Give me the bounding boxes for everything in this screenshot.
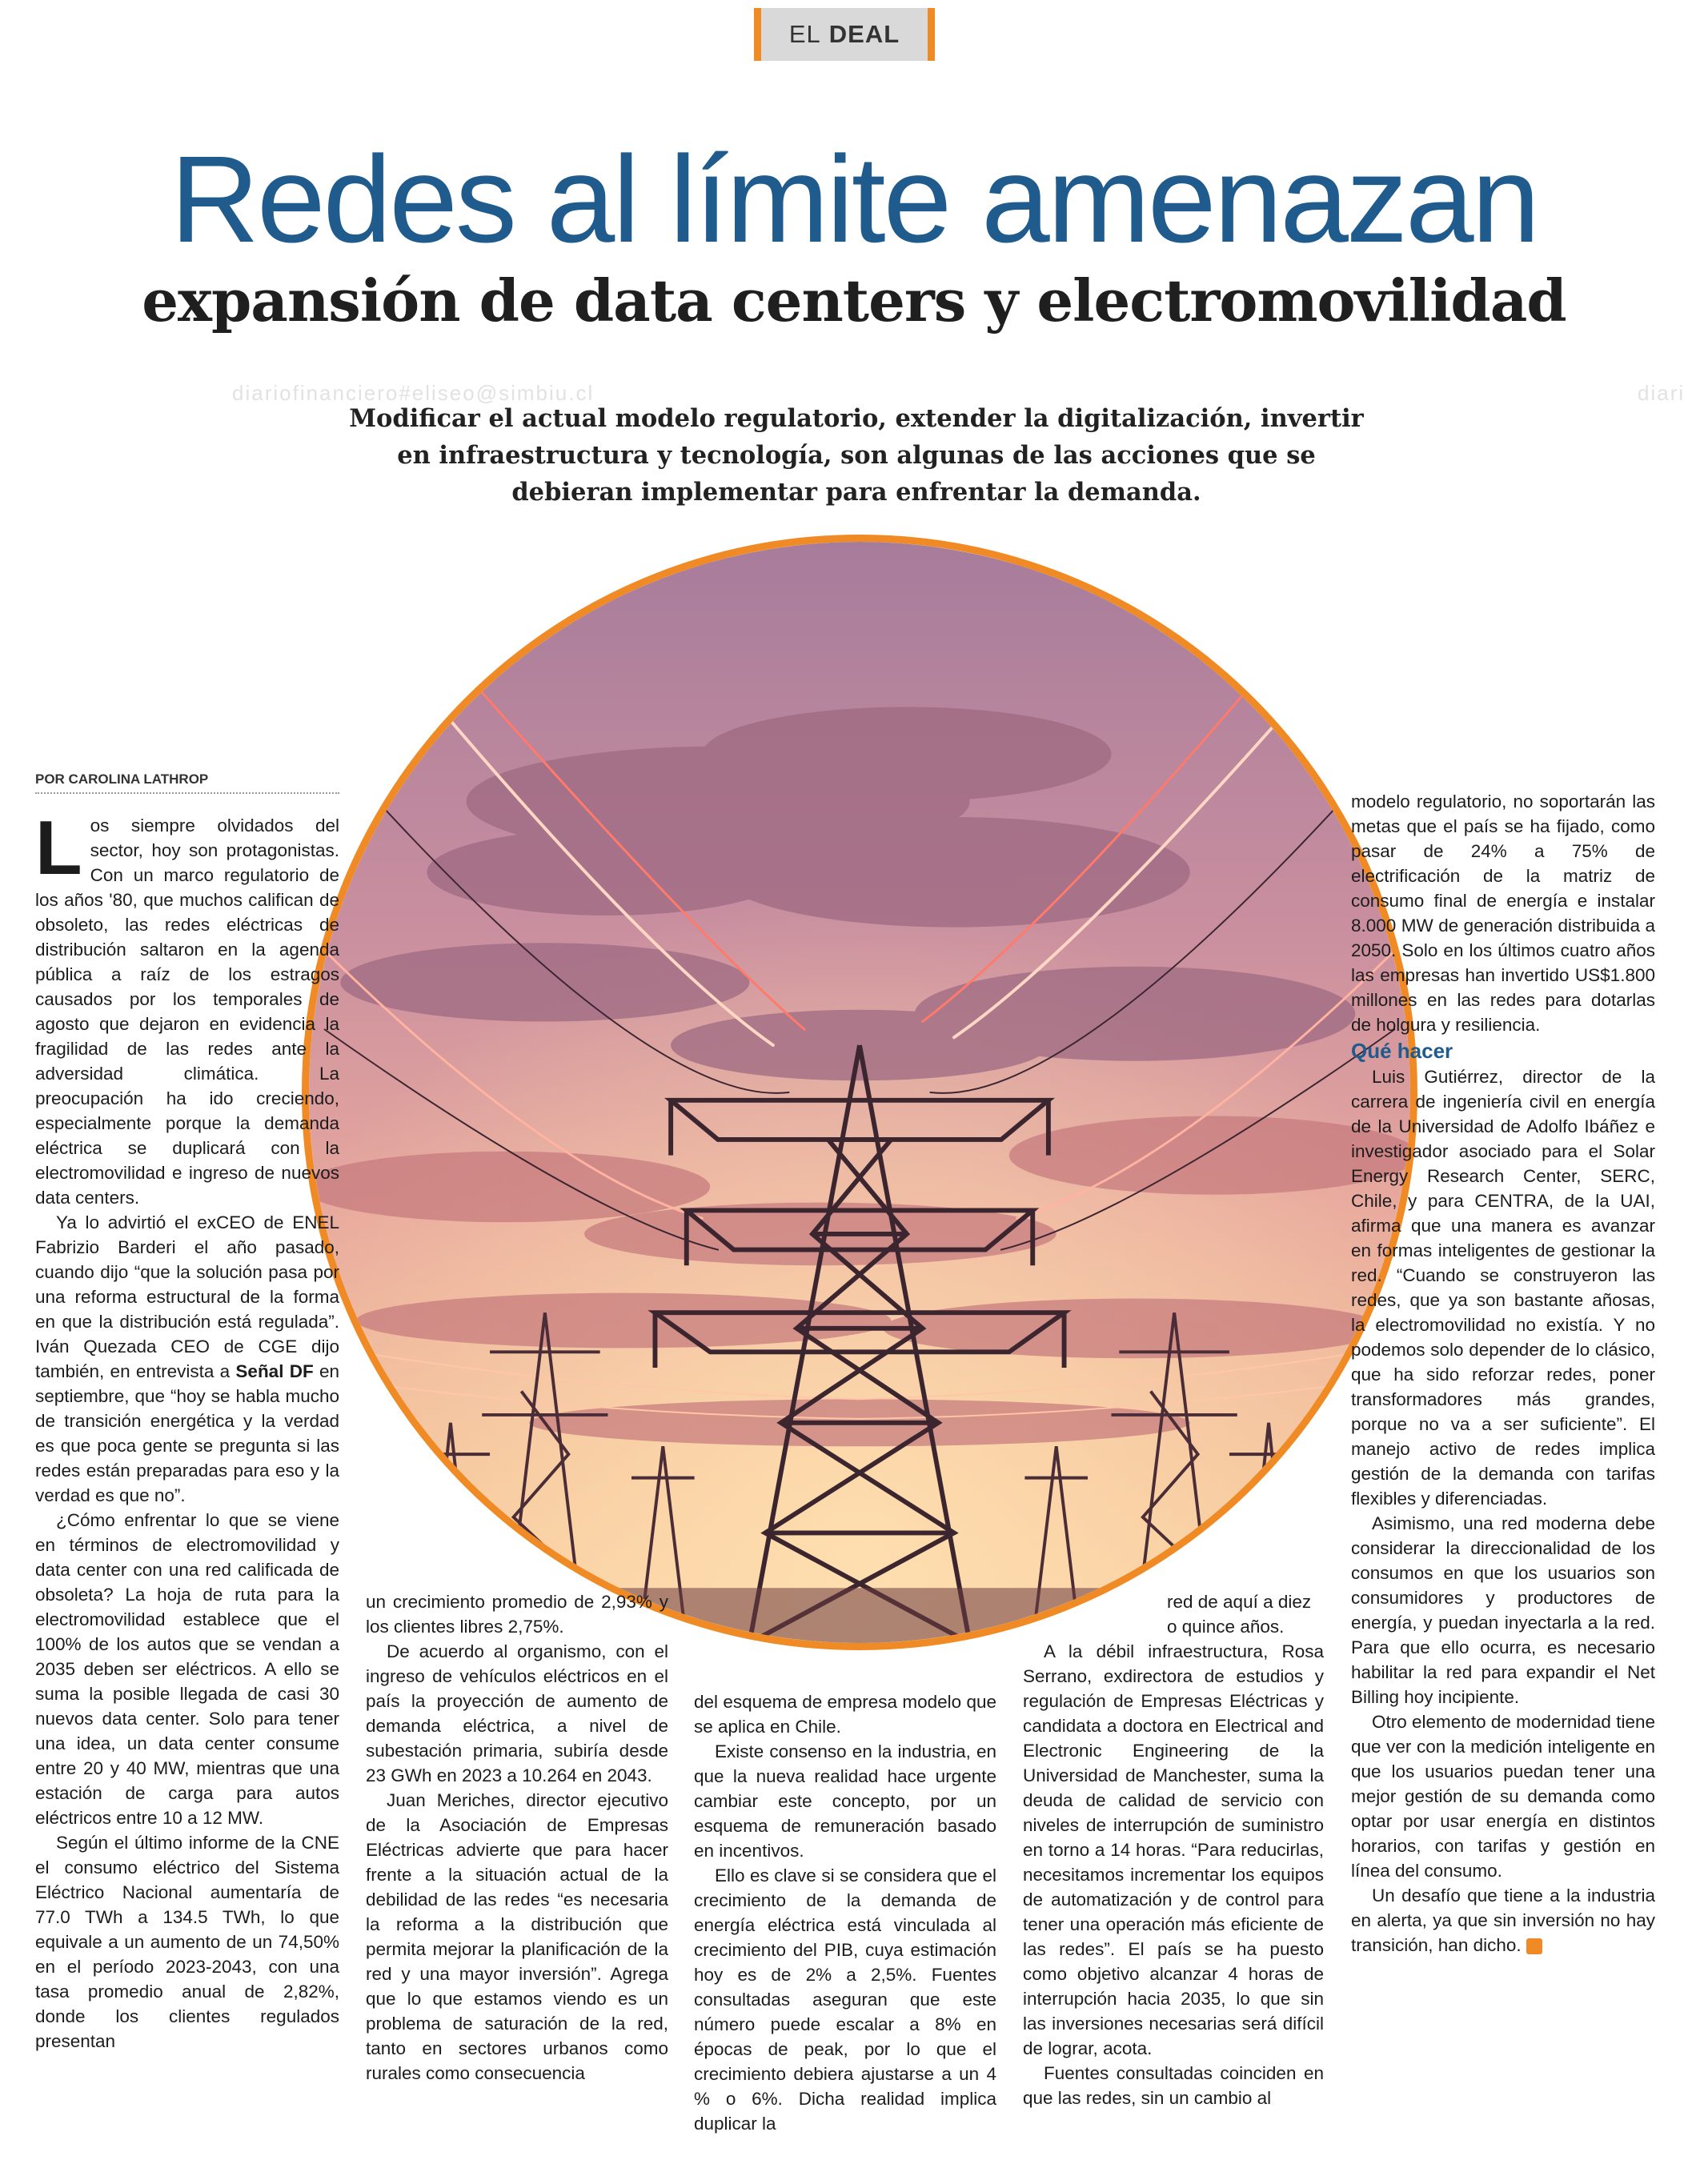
byline: POR CAROLINA LATHROP (35, 771, 339, 794)
paragraph: modelo regulatorio, no soportarán las metas que el país se ha fijado, como pasar de 24% a 75% de electrificación de la matriz de consumo final de energía e instalar 8.000 MW de generación distribuida a 2050. Solo en los últimos cuatro años las empresas han invertido US$1.800 millones en las redes para dotarlas de holgura y resiliencia. (1351, 791, 1655, 1035)
paragraph: Ello es clave si se considera que el crecimiento de la demanda de energía eléctrica está vinculada al crecimiento del PIB, cuya estimación hoy es de 2% a 2,5%. Fuentes consultadas aseguran que este número puede escalar a 8% en épocas de peak, por lo que el crecimiento debiera ajustarse a un 4 % o 6%. Dicha realidad implica duplicar la (694, 1865, 996, 2134)
transmission-towers-photo (302, 535, 1417, 1650)
paragraph (35, 805, 339, 1210)
section-name: DEAL (828, 20, 900, 48)
paragraph (35, 1210, 339, 1508)
paragraph: De acuerdo al organismo, con el ingreso de vehículos eléctricos en el país la proyección de aumento de demanda eléctrica, a nivel de subestación primaria, subiría desde 23 GWh en 2023 a 10.264 en 2043. (366, 1641, 668, 1785)
brand-mention: Señal DF (235, 1361, 314, 1381)
paragraph-text: en septiembre, que “hoy se habla mucho de transición energética y la verdad es que poca gente se pregunta si las redes están preparadas para eso y la verdad es que no”. (35, 1361, 339, 1505)
paragraph: Fuentes consultadas coinciden en que las redes, sin un cambio al (1023, 2063, 1324, 2108)
subheadline: expansión de data centers y electromovilidad (142, 266, 1566, 335)
article-column-2 (366, 1589, 668, 2086)
drop-cap: L (35, 805, 82, 891)
paragraph: ¿Cómo enfrentar lo que se viene en términos de electromovilidad y data center con una red calificada de obsoleta? La hoja de ruta para la electromovilidad establece que el 100% de los autos que se vendan a 2035 deben ser eléctricos. A ello se suma la posible llegada de casi 30 nuevos data center. Solo para tener una idea, un data center consume entre 20 y 40 MW, mientras que una estación de carga para autos eléctricos entre 10 a 12 MW. (35, 1510, 339, 1828)
photo-illustration (309, 542, 1410, 1643)
article-column-3 (694, 1689, 996, 2136)
paragraph: red de aquí a diez o quince años. (1167, 1592, 1312, 1637)
paragraph-text: Un desafío que tiene a la industria en alerta, ya que sin inversión no hay transición, han dicho. (1351, 1885, 1655, 1955)
paragraph-text: os siempre olvidados del sector, hoy son protagonistas. Con un marco regulatorio de los años '80, que muchos califican de obsoleto, las redes eléctricas de distribución saltaron en la agenda pública a raíz de los estragos causados por los temporales de agosto que dejaron en evidencia la fragilidad de las redes ante la adversidad climática. La preocupación ha ido creciendo, especialmente porque la demanda eléctrica se duplicará con la electromovilidad e ingreso de nuevos data centers. (35, 816, 339, 1208)
paragraph: del esquema de empresa modelo que se aplica en Chile. (694, 1692, 996, 1737)
section-prefix: EL (788, 20, 821, 48)
paragraph: un crecimiento promedio de 2,93% y los clientes libres 2,75%. (366, 1592, 668, 1637)
watermark: diariofinanciero#eliseo@simbiu.cl (232, 381, 595, 405)
end-mark-icon: S (1526, 1938, 1542, 1954)
paragraph: Según el último informe de la CNE el consumo eléctrico del Sistema Eléctrico Nacional aumentaría de 77.0 TWh a 134.5 TWh, lo que equivale a un aumento de un 74,50% en el período 2023-2043, con una tasa promedio anual de 2,82%, donde los clientes regulados presentan (35, 1833, 339, 2051)
paragraph: Existe consenso en la industria, en que la nueva realidad hace urgente cambiar este concepto, por un esquema de remuneración basado en incentivos. (694, 1741, 996, 1861)
paragraph: Otro elemento de modernidad tiene que ver con la medición inteligente en que los usuarios puedan tener una mejor gestión de su demanda como optar por usar energía en distintos horarios, con tarifas y gestión en línea del consumo. (1351, 1712, 1655, 1881)
paragraph-text: Ya lo advirtió el exCEO de ENEL Fabrizio Barderi el año pasado, cuando dijo “que la solución pasa por una reforma estructural de la forma en que la distribución está regulada”. Iván Quezada CEO de CGE dijo también, en entrevista a (35, 1212, 339, 1381)
headline: Redes al límite amenazan (170, 130, 1538, 268)
deck: Modificar el actual modelo regulatorio, extender la digitalización, invertir en infraestructura y tecnología, son algunas de las acciones que se debieran implementar para enfrentar la demanda. (349, 404, 1364, 507)
article-column-1 (35, 805, 339, 2054)
section-tag (754, 8, 935, 61)
paragraph: Juan Meriches, director ejecutivo de la Asociación de Empresas Eléctricas advierte que para hacer frente a la situación actual de la debilidad de las redes “es necesaria la reforma a la distribución que permita mejorar la planificación de la red y una mayor inversión”. Agrega que lo que estamos viendo es un problema de saturación de la red, tanto en sectores urbanos como rurales como consecuencia (366, 1790, 668, 2083)
watermark-edge: diari (1638, 381, 1686, 405)
article-column-4 (1023, 1589, 1324, 2110)
paragraph: Luis Gutiérrez, director de la carrera de ingeniería civil en energía de la Universidad de Adolfo Ibáñez e investigador asociado para el Solar Energy Research Center, SERC, Chile, y para CENTRA, de la UAI, afirma que una manera es avanzar en formas inteligentes de gestionar la red. “Cuando se construyeron las redes, que ya son bastante añosas, la electromovilidad no existía. Y no podemos solo depender de lo clásico, que ha sido reforzar redes, poner transformadores más grandes, porque no va a ser suficiente”. El manejo activo de redes implica gestión de la demanda con tarifas flexibles y diferenciadas. (1351, 1067, 1655, 1509)
paragraph: A la débil infraestructura, Rosa Serrano, exdirectora de estudios y regulación de Empresas Eléctricas y candidata a doctora en Electrical and Electronic Engineering de la Universidad de Manchester, suma la deuda de calidad de servicio con niveles de interrupción de suministro en torno a 14 horas. “Para reducirlas, necesitamos incrementar los equipos de automatización y de control para tener una operación más eficiente de las redes”. El país se ha puesto como objetivo alcanzar 4 horas de interrupción hacia 2035, lo que sin las inversiones necesarias será difícil de lograr, acota. (1023, 1641, 1324, 2058)
article-column-5 (1351, 789, 1655, 1958)
section-subtitle: Qué hacer (1351, 1039, 1453, 1063)
paragraph (1351, 1883, 1655, 1958)
paragraph: Asimismo, una red moderna debe considerar la direccionalidad de los consumos en que los usuarios son consumidores y productores de energía, y puedan inyectarla a la red. Para que ello ocurra, es necesario habilitar la red para expandir el Net Billing hoy incipiente. (1351, 1513, 1655, 1707)
